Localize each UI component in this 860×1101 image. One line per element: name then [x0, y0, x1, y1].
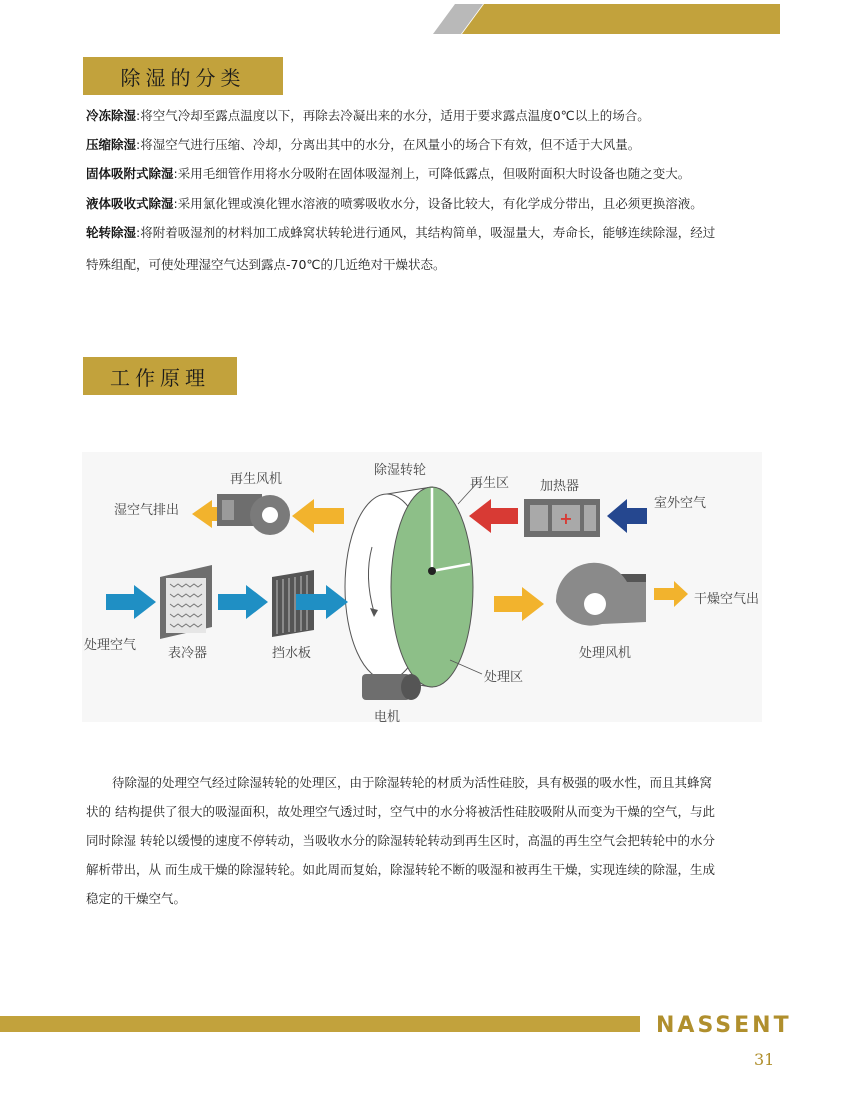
- arrow-process-air-mid: [218, 585, 268, 619]
- item-desc: :采用毛细管作用将水分吸附在固体吸湿剂上，可降低露点，但吸附面积大时设备也随之变大。: [173, 166, 691, 181]
- label-wet-air-out: 湿空气排出: [114, 503, 180, 518]
- rotor-wheel: [345, 482, 482, 687]
- label-outdoor-air: 室外空气: [654, 496, 707, 511]
- section-title-principle: 工作原理: [83, 357, 237, 395]
- section-title-classification: 除湿的分类: [83, 57, 283, 95]
- paragraph-line: 稳定的干燥空气。: [86, 891, 187, 906]
- classification-item: [86, 225, 715, 241]
- header-decor-gold: [462, 4, 780, 34]
- paragraph-line: 待除湿的处理空气经过除湿转轮的处理区，由于除湿转轮的材质为活性硅胶，具有极强的吸水性，而且其蜂窝: [112, 775, 713, 790]
- svg-text:+: +: [559, 509, 573, 528]
- item-desc: :将附着吸湿剂的材料加工成蜂窝状转轮进行通风，其结构简单，吸湿量大，寿命长，能够连续除湿，经过: [136, 225, 716, 240]
- motor: [362, 674, 421, 700]
- classification-item: [86, 166, 690, 182]
- principle-paragraph: [86, 768, 786, 913]
- item-desc: :采用氯化锂或溴化锂水溶液的喷雾吸收水分，设备比较大，有化学成分带出，且必须更换溶液。: [173, 196, 703, 211]
- label-regen-fan: 再生风机: [230, 472, 283, 487]
- item-term: 轮转除湿: [86, 225, 137, 240]
- label-process-zone: 处理区: [484, 670, 524, 685]
- arrow-regen-to-fan: [292, 499, 344, 533]
- heater: [524, 499, 600, 537]
- item-term: 压缩除湿: [86, 137, 137, 152]
- process-fan: [556, 563, 646, 626]
- item-term: 固体吸附式除湿: [86, 166, 174, 181]
- label-heater: 加热器: [540, 479, 580, 494]
- item-desc: :将湿空气进行压缩、冷却，分离出其中的水分，在风量小的场合下有效，但不适于大风量。: [136, 137, 641, 152]
- classification-item: [86, 196, 703, 212]
- label-motor: 电机: [374, 710, 401, 725]
- item-term: 冷冻除湿: [86, 108, 137, 123]
- item-desc: :将空气冷却至露点温度以下，再除去冷凝出来的水分，适用于要求露点温度0℃以上的场合。: [136, 108, 650, 123]
- label-baffle: 挡水板: [272, 646, 312, 661]
- label-process-air: 处理空气: [84, 638, 137, 653]
- label-cooler: 表冷器: [168, 646, 208, 661]
- arrow-process-air-in: [106, 585, 156, 619]
- brand-name: NASSENT: [656, 1013, 792, 1038]
- paragraph-line: 解析带出，从 而生成干燥的除湿转轮。如此周而复始，除湿转轮不断的吸湿和被再生干燥，实现连续的除湿，生成: [86, 862, 715, 877]
- arrow-outdoor-air: [607, 499, 647, 533]
- surface-cooler: [160, 565, 212, 639]
- dehumidifier-diagram: [82, 452, 762, 725]
- paragraph-line: 同时除湿 转轮以缓慢的速度不停转动，当吸收水分的除湿转轮转动到再生区时，高温的再生空气会把转轮中的水分: [86, 833, 715, 848]
- item-term: 液体吸收式除湿: [86, 196, 174, 211]
- label-process-fan: 处理风机: [579, 646, 632, 661]
- label-regen-zone: 再生区: [470, 476, 510, 491]
- regen-fan: [217, 494, 290, 535]
- page-number: 31: [754, 1050, 775, 1069]
- classification-item: [86, 137, 640, 153]
- classification-continuation: 特殊组配，可使处理湿空气达到露点-70℃的几近绝对干燥状态。: [86, 257, 446, 272]
- arrow-hot-air: [469, 499, 518, 533]
- classification-item: [86, 108, 650, 124]
- footer-bar: [0, 1016, 640, 1032]
- label-dry-air-out: 干燥空气出: [694, 592, 760, 607]
- paragraph-line: 状的 结构提供了很大的吸湿面积，故处理空气透过时，空气中的水分将被活性硅胶吸附从而变为干燥的空气，与此: [86, 804, 715, 819]
- label-rotor: 除湿转轮: [374, 463, 427, 478]
- arrow-dry-air-from-rotor: [494, 587, 544, 621]
- arrow-dry-air-out: [654, 581, 688, 607]
